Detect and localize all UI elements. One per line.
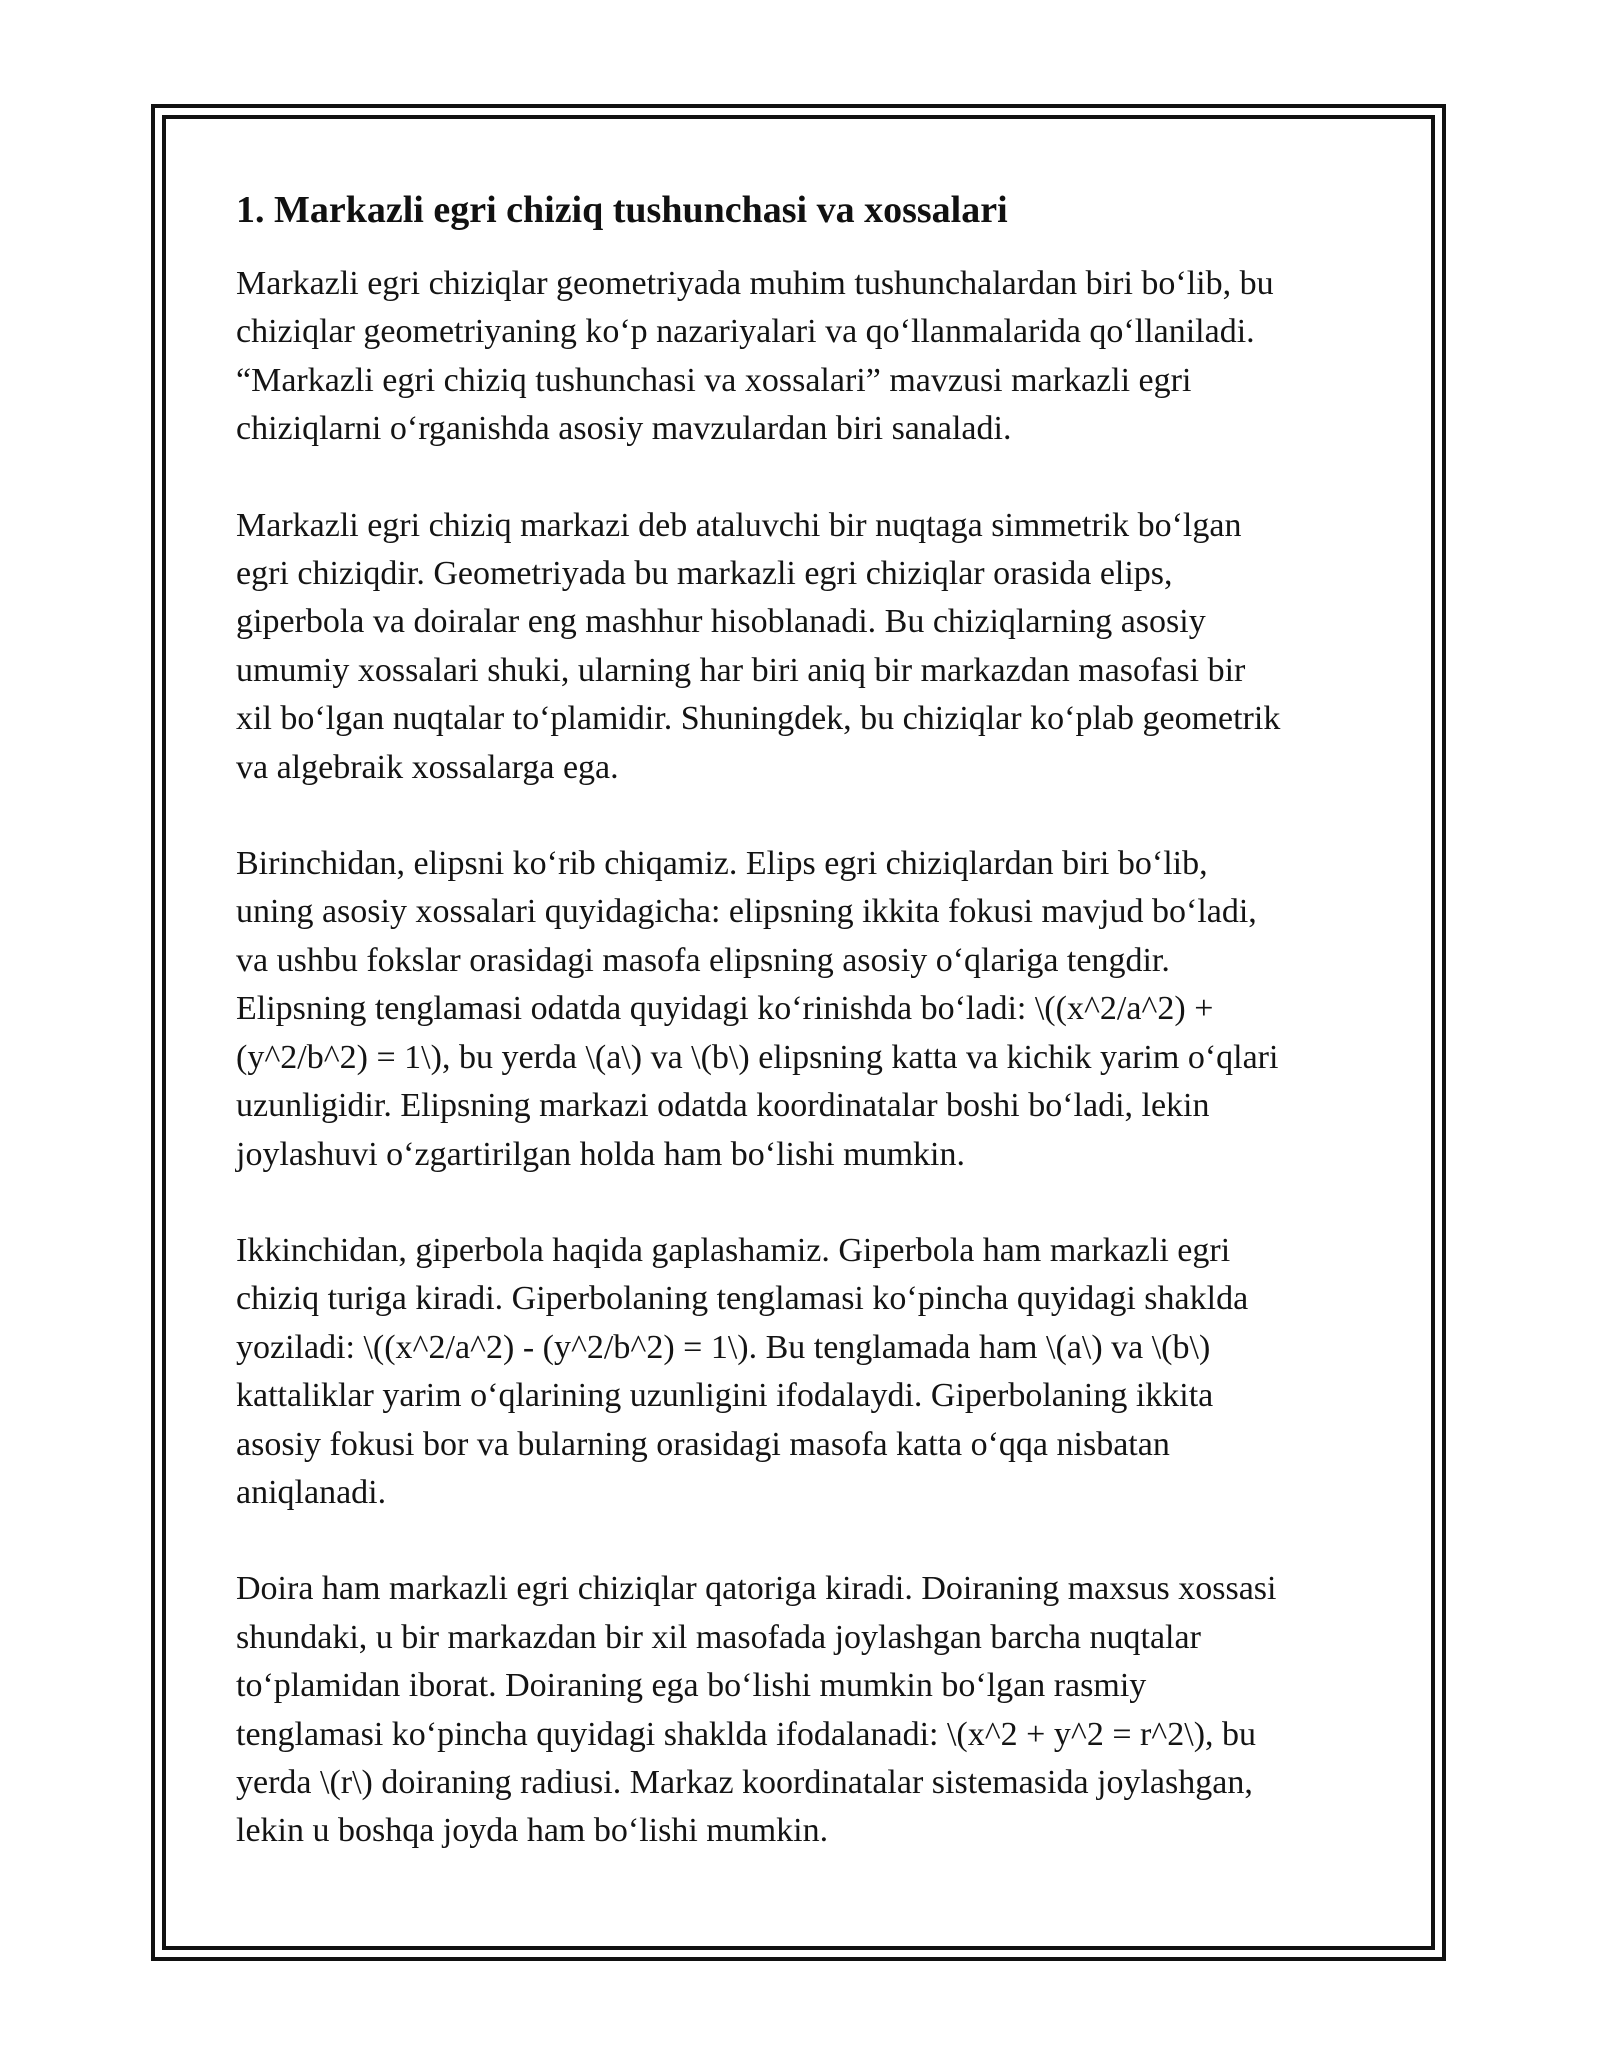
text-line: yerda \(r\) doiraning radiusi. Markaz koordinatalar sistemasida joylashgan,	[236, 1763, 1253, 1801]
text-line: joylashuvi o‘zgartirilgan holda ham bo‘lishi mumkin.	[236, 1135, 965, 1173]
paragraph-4	[236, 1227, 1376, 1517]
text-line: shundaki, u bir markazdan bir xil masofada joylashgan barcha nuqtalar	[236, 1618, 1201, 1656]
paragraph-3	[236, 840, 1376, 1179]
text-line: umumiy xossalari shuki, ularning har biri aniq bir markazdan masofasi bir	[236, 651, 1246, 689]
text-line: aniqlanadi.	[236, 1473, 387, 1511]
text-line: Markazli egri chiziqlar geometriyada muhim tushunchalardan biri bo‘lib, bu	[236, 265, 1274, 302]
text-line: kattaliklar yarim o‘qlarining uzunligini ifodalaydi. Giperbolaning ikkita	[236, 1377, 1214, 1415]
document-body	[236, 186, 1376, 1904]
text-line: Elipsning tenglamasi odatda quyidagi ko‘rinishda bo‘ladi: \((x^2/a^2) +	[236, 990, 1214, 1028]
text-line: Doira ham markazli egri chiziqlar qatoriga kiradi. Doiraning maxsus xossasi	[236, 1570, 1277, 1608]
text-line: chiziqlarni o‘rganishda asosiy mavzulardan biri sanaladi.	[236, 410, 1012, 448]
text-line: (y^2/b^2) = 1\), bu yerda \(a\) va \(b\) elipsning katta va kichik yarim o‘qlari	[236, 1038, 1279, 1076]
text-line: egri chiziqdir. Geometriyada bu markazli egri chiziqlar orasida elips,	[236, 555, 1173, 593]
text-line: giperbola va doiralar eng mashhur hisoblanadi. Bu chiziqlarning asosiy	[236, 603, 1206, 641]
paragraph-1	[236, 260, 1376, 454]
text-line: chiziq turiga kiradi. Giperbolaning tenglamasi ko‘pincha quyidagi shaklda	[236, 1280, 1249, 1318]
text-line: Birinchidan, elipsni ko‘rib chiqamiz. Elips egri chiziqlardan biri bo‘lib,	[236, 845, 1208, 883]
text-line: va algebraik xossalarga ega.	[236, 748, 619, 786]
text-line: uzunligidir. Elipsning markazi odatda koordinatalar boshi bo‘ladi, lekin	[236, 1087, 1210, 1125]
text-line: “Markazli egri chiziq tushunchasi va xossalari” mavzusi markazli egri	[236, 361, 1192, 399]
text-line: Markazli egri chiziq markazi deb ataluvchi bir nuqtaga simmetrik bo‘lgan	[236, 506, 1242, 544]
text-line: asosiy fokusi bor va bularning orasidagi masofa katta o‘qqa nisbatan	[236, 1425, 1170, 1463]
text-line: va ushbu fokslar orasidagi masofa elipsning asosiy o‘qlariga tengdir.	[236, 941, 1170, 979]
paragraph-2	[236, 502, 1376, 792]
text-line: xil bo‘lgan nuqtalar to‘plamidir. Shuningdek, bu chiziqlar ko‘plab geometrik	[236, 700, 1281, 738]
text-line: to‘plamidan iborat. Doiraning ega bo‘lishi mumkin bo‘lgan rasmiy	[236, 1667, 1147, 1705]
text-line: tenglamasi ko‘pincha quyidagi shaklda ifodalanadi: \(x^2 + y^2 = r^2\), bu	[236, 1715, 1257, 1753]
text-line: yoziladi: \((x^2/a^2) - (y^2/b^2) = 1\). Bu tenglamada ham \(a\) va \(b\)	[236, 1328, 1211, 1366]
section-heading: 1. Markazli egri chiziq tushunchasi va xossalari	[236, 189, 1008, 231]
paragraph-5	[236, 1565, 1376, 1855]
text-line: chiziqlar geometriyaning ko‘p nazariyalari va qo‘llanmalarida qo‘llaniladi.	[236, 313, 1255, 351]
text-line: uning asosiy xossalari quyidagicha: elipsning ikkita fokusi mavjud bo‘ladi,	[236, 893, 1257, 931]
text-line: Ikkinchidan, giperbola haqida gaplashamiz. Giperbola ham markazli egri	[236, 1231, 1231, 1269]
text-line: lekin u boshqa joyda ham bo‘lishi mumkin.	[236, 1812, 829, 1850]
